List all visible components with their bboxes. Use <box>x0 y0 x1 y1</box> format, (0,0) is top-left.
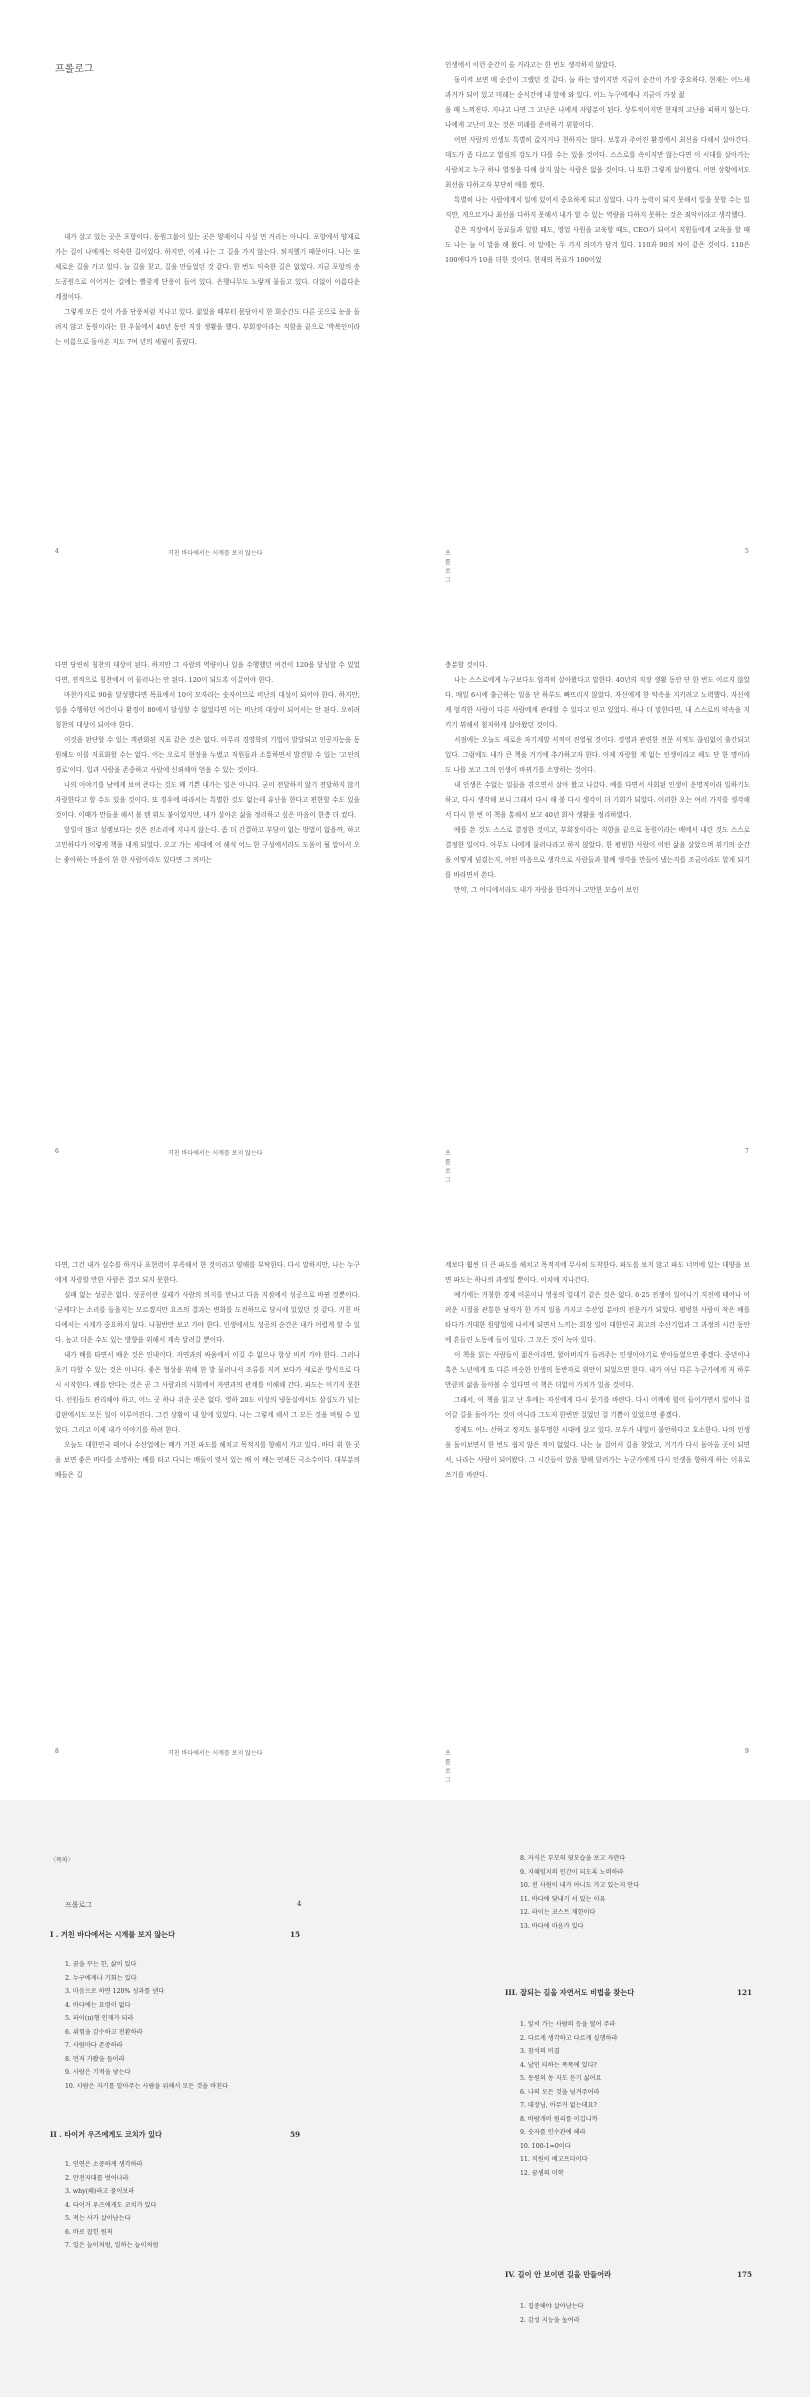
toc-item[interactable]: 3. 마음으로 하면 120% 성과를 낸다 <box>65 1988 165 1995</box>
running-title: 거친 바다에서는 시계를 보지 않는다 <box>168 550 263 557</box>
toc-item[interactable]: 1. 집중해야 살아남는다 <box>520 2303 584 2310</box>
paragraph: 을 때 느껴진다. 지나고 나면 그 고난은 나에게 자양분이 된다. 상투적이지만 현재의 고난을 피하지 않는다. 나에게 고난이 오는 것은 미래를 준비하기 위함이다. <box>445 106 750 129</box>
toc-item[interactable]: 11. 바다에 닻내기 서 있는 이유 <box>520 1895 606 1903</box>
toc-page-number: 4 <box>297 1900 302 1908</box>
toc-item[interactable]: 7. 사람마다 존중하라 <box>65 2042 123 2049</box>
toc-item[interactable]: 7. 대장님, 아무거 없는데요? <box>520 2102 597 2109</box>
page-number: 6 <box>55 1148 59 1155</box>
toc-item[interactable]: 11. 직원이 배고프더이다 <box>520 2156 588 2163</box>
running-label: 프롤로그 <box>445 1750 451 1784</box>
toc-item[interactable]: 5. 적는 사가 살아남는다 <box>65 2215 131 2222</box>
toc-item[interactable]: 4. 날인 티하는 폭폭에 있다? <box>520 2061 597 2069</box>
paragraph: 내가 배를 타면서 배운 것은 인내이다. 자연과의 싸움에서 이길 수 없으나 항상 비켜 가야 한다. 그러나 포기 다할 수 있는 것은 아니다. 좋은 협상을 위해 한 발 물러나서 조류를 지켜 보다가 새로운 방식으로 다시 시작한다. 배를 탄다는 것은 곧 그 사람과의 사회에서 자연과의 관계를 이해해 간다. 파도는 이기지 못한다. 선원들도 관리해야 하고, 어느 곳 하나 쉬운 곳은 없다. 영하 20도 이상의 냉동실에서도 삼십도가 넘는 갑판에서도 모든 일이 이루어진다. 그건 상황이 내 앞에 있었다. 나는 그렇게 해서 그 모든 것을 버틸 수 있었다. 그리고 이제 내가 이야기를 하려 한다. <box>55 1351 360 1434</box>
page-9 <box>405 1200 810 1784</box>
paragraph: 이것을 판단할 수 있는 객관화된 지표 같은 것은 없다. 아무리 경영학의 기법이 발달되고 인공지능을 동원해도 이를 지표화할 수는 없다. 이는 오로지 현장을 누볐고 직원들과 소통하면서 발견할 수 있는 '고인의 경로'이다. 입과 사람을 존중하고 사람에 신뢰해야 얻을 수 있는 것이다. <box>55 736 360 774</box>
toc-item[interactable]: 2. 감성 지능을 높여라 <box>520 2316 580 2324</box>
page-body <box>55 658 360 868</box>
paragraph: 그렇게 모든 것이 가을 단풍처럼 지나고 있다. 젊었을 때부터 몸담아서 한 회순간도 다른 곳으로 눈을 돌려지 않고 동원이라는 한 우물에서 40년 동안 직장 생활을 했다. 부회장이라는 직함을 끝으로 '박복인이라는 이름으로 돌아온 지도 7여 년의 세월이 흘렀다. <box>55 308 360 346</box>
toc-item[interactable]: 4. 바다에는 요령이 없다 <box>65 2001 131 2009</box>
page-5 <box>405 0 810 584</box>
toc-item[interactable]: 8. 자식은 부모의 뒷모습을 보고 자란다 <box>520 1855 626 1862</box>
page-body <box>55 1258 360 1483</box>
toc-item[interactable]: 9. 숫자를 인수관에 해라 <box>520 2129 586 2136</box>
paragraph: 그래서, 이 책을 읽고 난 후에는 자신에게 다시 묻기를 바란다. 다시 어깨에 힘이 들어가면서 일어나 걸어갈 길을 돌아가는 것이 아니라 그도저 한번만 걸었던 걸 기쁨이 있었으면 좋겠다. <box>445 1396 750 1419</box>
toc-item[interactable]: 2. 누구에게나 기회는 있다 <box>65 1974 137 1982</box>
paragraph: 이 책을 읽는 사람들이 젊은이라면, 할아버지가 들려주는 인생이야기로 받아들였으면 좋겠다. 중년이나 혹은 노년에게 또 다른 비슷한 인생의 동반자로 위안이 되었으면 한다. 내가 아닌 다른 누군가에게 저 하루만큼의 삶을 돌아볼 수 있다면 이 책은 더없이 가치가 있을 것이다. <box>445 1351 750 1389</box>
page-4 <box>0 0 405 575</box>
toc-item[interactable]: 3. why(왜)라고 물어보라 <box>65 2188 135 2195</box>
toc-part-label: II . 타이거 우즈에게도 코치가 있다 <box>50 2130 162 2139</box>
paragraph: 마찬가지로 90을 달성했다면 목표에서 10이 모자라는 숫자이므로 비난의 대상이 되어야 한다. 하지만, 일을 수행하던 여건이나 환경이 80에서 달성할 수 없었다면 이는 비난의 대상이 되어서는 안 된다. 오히려 칭찬의 대상이 되어야 한다. <box>55 691 360 729</box>
page-number: 9 <box>745 1748 749 1755</box>
paragraph: 충분할 것이다. <box>445 661 488 669</box>
toc-item[interactable]: 10. 100-1=0이다 <box>520 2142 571 2150</box>
page-body <box>445 58 750 268</box>
paragraph: 내가 살고 있는 곳은 포항이다. 동원그룹이 있는 곳은 양재이니 사실 먼 거리는 아니다. 포항에서 양재로 가는 길이 나에게는 익숙한 길이었다. 하지만, 이제 나는 그 길을 가지 않는다. 퇴직했기 때문이다. 나는 또 새로운 길을 가고 있다. 늘 길을 찾고, 길을 만들었던 것 같다. 한 번도 익숙한 길은 없었다. 지금 포항의 송도공원으로 이어지는 길에는 빨갛게 단풍이 들어 있다. 은행나무도 노랗게 물들고 있다. 더없이 아름다운 계절이다. <box>55 233 360 301</box>
page-body <box>445 658 750 898</box>
toc-item[interactable]: 1. 인연은 소중하게 생각하라 <box>65 2161 143 2168</box>
page-number: 7 <box>745 1148 749 1155</box>
prologue-heading: 프롤로그 <box>55 64 94 75</box>
toc-item[interactable]: 10. 사람은 자기를 알아주는 사람을 위해서 모든 것을 바친다 <box>65 2082 229 2090</box>
page-number: 4 <box>55 548 59 555</box>
toc-item[interactable]: 1. 앞서 가는 사람의 등을 떨어 주라 <box>520 2021 616 2028</box>
toc-item[interactable]: 2. 안전지대를 벗어나라 <box>65 2174 129 2182</box>
paragraph: 내 인생은 수없는 일들을 겪으면서 살아 왔고 나갔다. 예를 다면서 사회된 인생이 운명적이라 일하기도 하고, 다시 생각해 보니 그래서 다시 해 볼 다시 생각이 더 기회가 되었다. 이러한 오는 여러 가지를 생각해서 다시 한 번 이 책을 통해서 보고 40년 회사 생활을 정리하였다. <box>445 781 750 819</box>
paragraph: 다면 당연히 칭찬의 대상이 된다. 하지만 그 사람의 역량이나 일을 수행했던 여건이 120을 달성할 수 있었다면, 전적으로 칭찬에서 어 물러나는 안 된다. 120이 되도록 이끌어야 한다. <box>55 661 360 684</box>
toc-part-1-items <box>65 1958 228 2093</box>
paragraph: 실패 없는 성공은 없다. 성공이란 실패가 사람의 의지를 만나고 다음 지점에서 성공으로 바뀐 것뿐이다. '굳세다'는 소리를 들을지는 모르겠지만 요즈의 결과는 변화를 도전하므로 당시에 있었던 것 같다. 거친 바다에서는 시계가 중요하지 않다. 나침반만 보고 가야 한다. 인생에서도 성공의 순간은 내가 어렵게 할 수 있다. 높고 더운 수도 있는 방향을 위해서 계속 달려갈 뿐이다. <box>55 1291 360 1344</box>
running-title: 거친 바다에서는 시계를 보지 않는다 <box>168 1150 263 1157</box>
page-number: 8 <box>55 1748 59 1755</box>
toc-prologue-label: 프롤로그 <box>65 1901 93 1909</box>
toc-item[interactable]: 9. 사람은 기적을 낳는다 <box>65 2069 131 2076</box>
running-title: 거친 바다에서는 시계를 보지 않는다 <box>168 1750 263 1757</box>
toc-part-label: I . 거친 바다에서는 시계를 보지 않는다 <box>50 1930 176 1939</box>
toc-item[interactable]: 6. 바로 잡힌 원칙 <box>65 2228 113 2236</box>
paragraph: 예를 쓴 것도 스스로 결정한 것이고, 부회장이라는 직함을 끝으로 동원이라는 배에서 내린 것도 스스로 결정한 일이다. 아무도 나에게 물러나라고 하지 않았다. 한 평범한 사람이 어떤 삶을 살았으며 위기의 순간을 어떻게 넘겼는지, 어떤 마음으로 생각으로 사람들과 함께 생각을 만들어 냈는지를 조금이라도 알게 되기를 바라면서 쓴다. <box>445 826 750 879</box>
paragraph: 나는 스스로에게 누구보다도 엄격히 살아왔다고 말한다. 40년의 직장 생활 동안 단 한 번도 이르지 않았다. 매일 6시에 출근하는 일을 단 하루도 빠뜨리지 않았다. 자신에게 한 약속을 지키려고 노력했다. 자신에게 엄격한 사람이 다른 사람에게 관대할 수 있다고 믿고 있었다. 하나 더 말한다면, 내 스스로의 약속을 지키기 위해서 철저하게 살아왔던 것이다. <box>445 676 750 729</box>
toc-item[interactable]: 7. 일은 늘이처럼, 일하는 늘이처럼 <box>65 2242 159 2249</box>
page-7 <box>405 600 810 1184</box>
toc-page-number: 175 <box>737 2270 753 2279</box>
paragraph: 다면, 그건 내가 실수를 하거나 표현력이 부족해서 한 것이라고 양해를 부탁한다. 다시 말하지만, 나는 누구에게 자랑할 만한 사람은 결코 되지 못한다. <box>55 1261 360 1284</box>
toc-part-3-items <box>520 2018 617 2180</box>
toc-part-2-items-continued <box>520 1852 639 1933</box>
running-label: 프롤로그 <box>445 550 451 584</box>
paragraph: 계보다 훨씬 더 큰 파도를 헤치고 목적지에 무사히 도착한다. 파도를 보지 않고 파도 너머에 있는 대양을 보면 파도는 하나의 과정일 뿐이다. 이치에 지나간다. <box>445 1261 750 1284</box>
toc-part-label: IV. 길이 안 보이면 길을 만들어라 <box>505 2270 612 2279</box>
toc-item[interactable]: 6. 나의 모든 것을 넘겨주어라 <box>520 2088 600 2096</box>
toc-item[interactable]: 2. 다르게 생각하고 다르게 실행하라 <box>520 2034 618 2042</box>
paragraph: 예기에는 거창한 경제 이론이나 영웅의 일대기 같은 것은 없다. 6·25 전쟁이 일어나기 직전에 태어나 어려운 시절을 관통한 남자가 한 가지 일을 가지고 수산업 분야의 전문가가 되었다. 평범한 사람이 작은 배를 타다가 거대한 원양업에 나서게 되면서 느끼는 회장 일이 대한민국 최고의 수산기업과 그 과정의 시간 동안에 흔들린 노동에 들어 있다. 그 모든 것이 녹아 있다. <box>445 1291 750 1344</box>
page-body <box>445 1258 750 1483</box>
toc-item[interactable]: 10. 전 사원이 내가 아니도 가고 있는지 안다 <box>520 1882 640 1889</box>
paragraph: 오늘도 대한민국 태어나 수산업에는 배가 거친 파도를 헤치고 목적지를 향해서 가고 있다. 바다 위 한 곳을 보면 좋은 바다를 소망하는 배를 타고 다니는 배들이 맞서 있는 배 이 배는 언제든 극소수이다. 대부분의 배들은 길 <box>55 1441 360 1479</box>
paragraph: 나의 이야기를 남에게 보여 준다는 것도 꽤 기쁜 내가는 일은 아니다. 굳이 전달하지 않기 전달하지 않기 자랑한다고 할 수도 있을 것이다. 또 경우에 따라서는 특별한 것도 없는데 유난을 한다고 편한할 수도 있을 것이다. 이때가 만들을 해서 볼 텐 위도 붙이었지만, 내가 살아온 삶을 정리하고 싶은 마음이 한층 더 컸다. <box>55 781 360 819</box>
toc-page-number: 121 <box>737 1988 753 1997</box>
toc-item[interactable]: 12. 꿈셈의 미학 <box>520 2169 564 2177</box>
page-6 <box>0 600 405 1175</box>
toc-item[interactable]: 9. 지혜임지의 인간이 되도록 노력하라 <box>520 1868 624 1876</box>
toc-item[interactable]: 12. 라이는 코스트 재한이다 <box>520 1909 596 1916</box>
toc-item[interactable]: 6. 위험을 감수하고 전환하라 <box>65 2028 143 2036</box>
toc-item[interactable]: 8. 바람개비 원리를 이깁니까 <box>520 2115 598 2123</box>
toc-item[interactable]: 13. 바다에 마음가 있다 <box>520 1922 584 1930</box>
paragraph: 같은 직장에서 동료들과 일할 때도, 영업 사원을 교육할 때도, CEO가 되어서 직원들에게 교육을 할 때도 나는 늘 이 말을 해 왔다. 이 말에는 두 가지 의미가 담겨 있다. 110과 90의 차이 같은 것이다. 110은 100에다가 10을 더한 것이다. 현재의 목표가 100이었 <box>445 226 750 264</box>
toc-item[interactable]: 5. 파이(π)형 인재가 되라 <box>65 2015 134 2022</box>
page-8 <box>0 1200 405 1775</box>
toc-page-number: 59 <box>290 2130 301 2139</box>
toc-item[interactable]: 4. 타이거 우즈에게도 코치가 있다 <box>65 2201 157 2209</box>
paragraph: 인생에서 이런 순간이 올 거라고는 한 번도 생각하지 않았다. <box>445 61 617 69</box>
toc-prologue[interactable] <box>65 1900 302 1910</box>
paragraph: 경제도 어느 산하고 정지도 불투명한 시대에 살고 있다. 모두가 내일이 불안하다고 호소한다. 나의 인생을 돌이보면서 한 번도 쉽지 않은 적이 없었다. 나는 늘 걸어서 길을 찾았고, 거기가 다시 돌아올 곳이 되면서, 나라는 사람이 되어왔다. 그 시간들이 앞을 향해 달려가는 누군가에게 다시 인생을 향하게 하는 이유로 쓰기를 바란다. <box>445 1426 750 1479</box>
toc-heading: 〈목차〉 <box>50 1857 74 1864</box>
paragraph: 특별히 나는 사람에게서 일에 있어서 중요하게 되고 싶었다. 나가 능력이 되지 못해서 일을 못할 수는 있지만, 게으르거나 최선을 다하지 못해서 내가 할 수 있는 역량을 다하지 못하는 것은 죄악이라고 생각했다. <box>445 196 750 219</box>
toc-item[interactable]: 8. 먼저 가봤을 들어라 <box>65 2055 125 2063</box>
paragraph: 앞일이 많고 설렘보다는 것은 전소리에 지나지 않는다. 좀 더 간결하고 부담이 없는 방법이 없을까, 하고 고민하다가 이렇게 책을 내게 되었다. 오고 가는 세대에 어 해석 어느 한 구성에서라도 도움이 될 알아서 오는 좋아하는 마음이 한 한 사람이라도 있다면 그 의미는 <box>55 826 360 864</box>
toc-part-4-items <box>520 2300 584 2327</box>
toc-item[interactable]: 3. 참석의 비결 <box>520 2048 560 2055</box>
paragraph: 돌이켜 보면 매 순간이 그랬던 것 같다. 늘 하는 말이지만 지금이 순간이 가장 중요하다. 현재는 어느새 과거가 되어 있고 미래는 순식간에 내 앞에 와 있다. 어느 누구에게나 지금이 가장 젊 <box>445 76 750 99</box>
running-label: 프롤로그 <box>445 1150 451 1184</box>
paragraph: 서점에는 오늘도 새로운 자기계발 서적이 진열될 것이다. 경영과 관련한 전문 서적도 끊임없이 출간되고 있다. 그럼에도 내가 큰 책을 거기에 추가하고자 한다. 이제 자랑할 게 없는 인생이라고 해도 단 한 명이라도 나를 보고 그의 인생이 바뀌기를 소망하는 것이다. <box>445 736 750 774</box>
toc-part-1[interactable] <box>50 1930 301 1940</box>
paragraph: 어떤 사람의 인생도 특별히 값지거나 천하지는 않다. 보통과 주어진 환경에서 최선을 다해서 살아간다. 대도가 좀 다르고 열심의 강도가 다를 수는 있을 것이다. 스스로를 속이지만 않는다면 이 시대를 살아가는 사람치고 누구 하나 열정을 다해 살지 않는 사람은 없을 것이다. 나 또한 그렇게 살아왔다. 어떤 상황에서도 최선을 다하고자 부단히 애를 썼다. <box>445 136 750 189</box>
page-body <box>55 230 360 350</box>
toc-part-2-items <box>65 2158 158 2253</box>
toc-part-2[interactable] <box>50 2130 301 2140</box>
paragraph: 만약, 그 어디에서라도 내가 자랑을 한다거나 고만한 모습이 보인 <box>454 886 639 894</box>
toc-part-3[interactable] <box>505 1988 753 1998</box>
toc-page-number: 15 <box>290 1930 301 1939</box>
toc-part-label: III. 잘되는 길을 자연서도 비법을 찾는다 <box>505 1988 635 1997</box>
toc-item[interactable]: 5. 동원의 동 자도 듣기 싫어요 <box>520 2075 602 2082</box>
toc-item[interactable]: 1. 꿈을 꾸는 한, 삶이 있다 <box>65 1961 137 1968</box>
table-of-contents <box>0 1800 810 2397</box>
toc-part-4[interactable] <box>505 2270 753 2280</box>
page-number: 5 <box>745 548 749 555</box>
